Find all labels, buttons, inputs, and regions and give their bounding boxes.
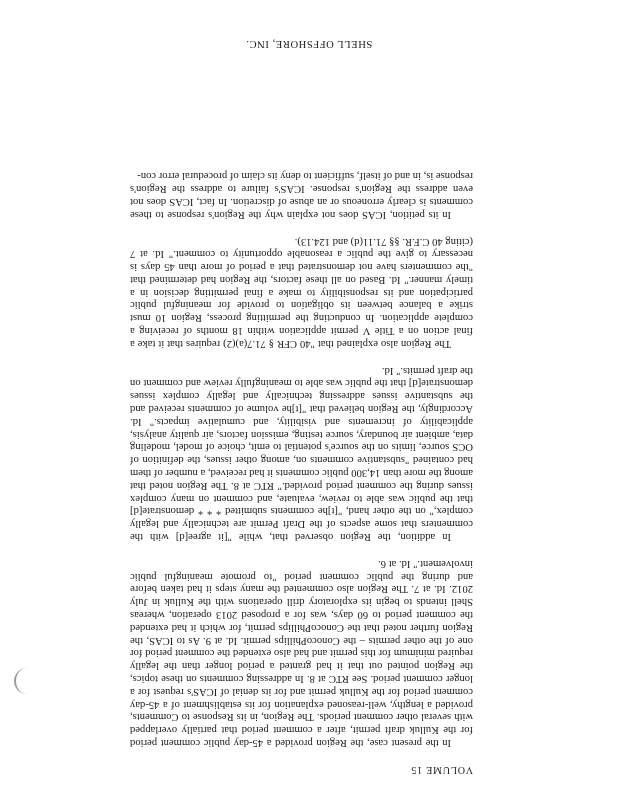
running-header: SHELL OFFSHORE, INC.: [245, 38, 373, 49]
paragraph: In addition, the Region observed that, while "[it agree[d] with the commenters that some aspects of the Draft Permit are technically and legally complex," on the other hand, "[t]he comments submitted * * * demonstrate[d] that the public was able to review, evaluate, and comment on many complex issues during the comment period provided." RTC at 8. The Region noted that among the more than 14,300 public comments it had received, a number of them had contained "substantive comments on, among other issues, the definition of OCS source, limits on the source's potential to emit, choice of model, modeling data, ambient air boundary, source testing, emission factors, air quality analysis, applicability of increments and visibility, and cumulative impacts." Id. Accordingly, the Region believed that "[t]he volume of comments received and the substantive issues addressing technically and legally complex issues demonstrate[d] that the public was able to meaningfully review and comment on the draft permits." Id.: [130, 364, 473, 543]
volume-footer: VOLUME 15: [410, 764, 473, 775]
body-text: [130, 169, 473, 748]
paragraph: In its petition, ICAS does not explain why the Region's response to these comments is clearly erroneous or an abuse of discretion. In fact, ICAS does not even address the Region's response. ICAS's failure to address the Region's response is, in and of itself, sufficient to deny its claim of procedural error con-: [130, 170, 473, 220]
paragraph: In the present case, the Region provided a 45-day public comment period for the Kulluk draft permit, after a comment period that partially overlapped with several other comment periods. The Region, in its Response to Comments, provided a lengthy, well-reasoned explanation for its establishment of a 45-day comment period for the Kulluk permit and for its denial of ICAS's request for a longer comment period. See RTC at 8. In addressing comments on these topics, the Region pointed out that it had granted a period longer than the legally required minimum for this permit and had also extended the comment period for one of the other permits – the ConocoPhillips permit. Id. at 9. As to ICAS, the Region further noted that the ConocoPhillips permit, for which it had extended the comment period to 60 days, was for a proposed 2013 operation, whereas Shell intends to begin its exploratory drill operations with the Kulluk in July 2012. Id. at 7. The Region also commented the many steps it had taken before and during the public comment period "to promote meaningful public involvement." Id. at 6.: [130, 557, 473, 748]
paragraph: The Region also explained that "40 CFR § 71.7(a)(2) requires that it take a final action on a Title V permit application within 18 months of receiving a complete application. In conducting the permitting process, Region 10 must strike a balance between its obligation to provide for meaningful public participation and its responsibility to make a final permitting decision in a timely manner." Id. Based on all these factors, the Region had determined that "the commenters have not demonstrated that a period of more than 45 days is necessary to give the public a reasonable opportunity to comment." Id. at 7 (citing 40 C.F.R. §§ 71.11(d) and 124.13).: [130, 235, 473, 349]
